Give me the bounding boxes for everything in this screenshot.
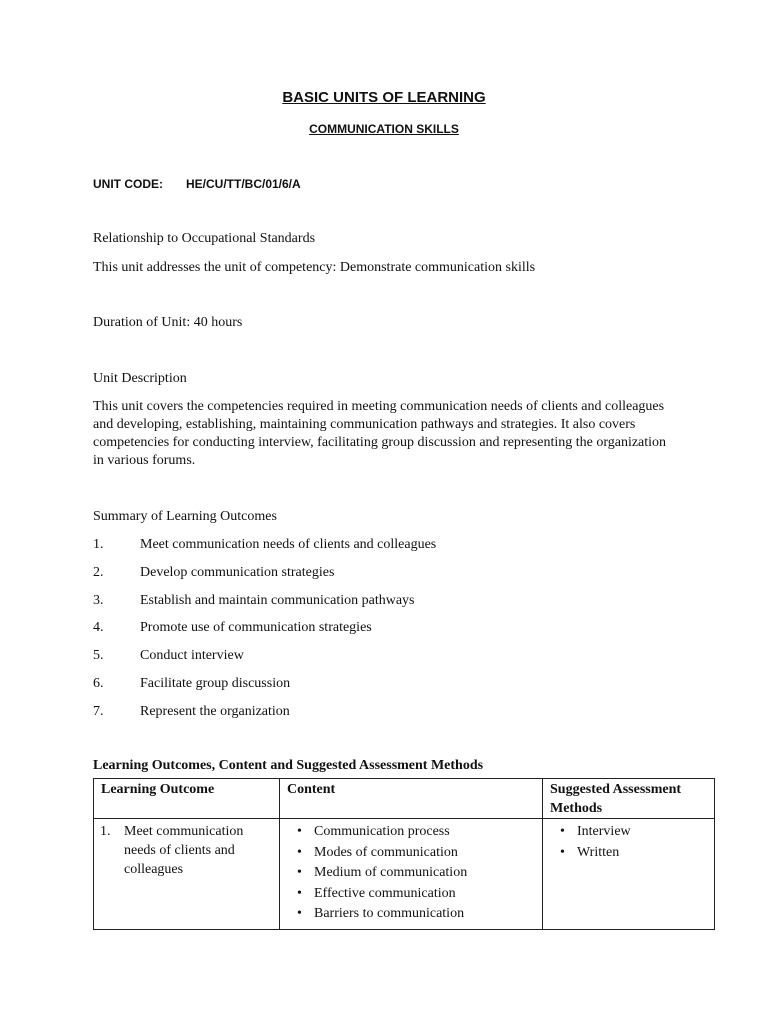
- outcome-number: 1.: [100, 824, 111, 839]
- list-number: 3.: [93, 592, 104, 608]
- content-text: Modes of communication: [314, 844, 458, 860]
- content-item: [286, 884, 538, 905]
- header-content: Content: [280, 779, 543, 819]
- relationship-heading: Relationship to Occupational Standards: [93, 231, 316, 246]
- list-item: [93, 703, 693, 731]
- list-number: 4.: [93, 620, 104, 636]
- bullet-icon: •: [297, 824, 302, 839]
- list-item: [93, 619, 693, 647]
- list-number: 6.: [93, 675, 104, 691]
- bullet-icon: •: [297, 844, 302, 860]
- list-item: [93, 592, 693, 620]
- document-subtitle: COMMUNICATION SKILLS: [309, 122, 459, 136]
- unit-code-value: HE/CU/TT/BC/01/6/A: [186, 177, 301, 191]
- list-item: [93, 647, 693, 675]
- description-text: This unit covers the competencies required in meeting communication needs of clients and colleagues and developing, establishing, maintaining communication pathways and strategies. It also covers competencies for conducting interview, facilitating group discussion and representing the organization in various forums.: [93, 399, 667, 468]
- content-cell: [280, 819, 543, 930]
- list-item: [93, 675, 693, 703]
- method-item: [549, 843, 710, 864]
- content-item: [286, 843, 538, 864]
- method-text: Written: [577, 844, 620, 860]
- content-item: [286, 863, 538, 884]
- table-row: [94, 819, 715, 930]
- list-number: 1.: [93, 537, 104, 552]
- table-header-row: [94, 779, 715, 819]
- list-text: Represent the organization: [140, 703, 290, 719]
- duration-text: Duration of Unit: 40 hours: [93, 315, 243, 330]
- bullet-icon: •: [297, 906, 302, 921]
- list-item: [93, 564, 693, 592]
- unit-code: [93, 177, 301, 191]
- list-text: Facilitate group discussion: [140, 675, 291, 691]
- list-number: 7.: [93, 703, 104, 719]
- relationship-text: This unit addresses the unit of competency: Demonstrate communication skills: [93, 260, 536, 275]
- summary-heading: Summary of Learning Outcomes: [93, 509, 277, 524]
- bullet-icon: •: [297, 865, 302, 880]
- content-text: Medium of communication: [314, 865, 468, 880]
- list-text: Conduct interview: [140, 648, 244, 664]
- bullet-icon: •: [560, 824, 565, 839]
- list-text: Establish and maintain communication pathways: [140, 592, 415, 608]
- content-item: [286, 904, 538, 925]
- outcome-cell: [94, 819, 280, 930]
- outcome-text: Meet communication needs of clients and colleagues: [124, 824, 244, 877]
- list-number: 5.: [93, 648, 104, 664]
- list-item: [93, 536, 693, 564]
- content-text: Effective communication: [314, 885, 456, 901]
- content-item: [286, 822, 538, 843]
- content-text: Barriers to communication: [314, 906, 465, 921]
- list-text: Meet communication needs of clients and colleagues: [140, 537, 437, 552]
- list-text: Develop communication strategies: [140, 564, 335, 580]
- bullet-icon: •: [560, 844, 565, 860]
- method-item: [549, 822, 710, 843]
- unit-code-label: UNIT CODE:: [93, 177, 163, 191]
- methods-cell: [543, 819, 715, 930]
- bullet-icon: •: [297, 885, 302, 901]
- outcomes-table: [93, 778, 715, 930]
- description-heading: Unit Description: [93, 371, 187, 386]
- document-title: BASIC UNITS OF LEARNING: [282, 89, 486, 106]
- method-text: Interview: [577, 824, 631, 839]
- list-text: Promote use of communication strategies: [140, 620, 372, 636]
- list-number: 2.: [93, 564, 104, 580]
- outcomes-list: [93, 536, 693, 731]
- table-heading: Learning Outcomes, Content and Suggested Assessment Methods: [93, 758, 484, 773]
- header-assessment-methods: Suggested Assessment Methods: [543, 779, 715, 819]
- content-text: Communication process: [314, 824, 450, 839]
- header-learning-outcome: Learning Outcome: [94, 779, 280, 819]
